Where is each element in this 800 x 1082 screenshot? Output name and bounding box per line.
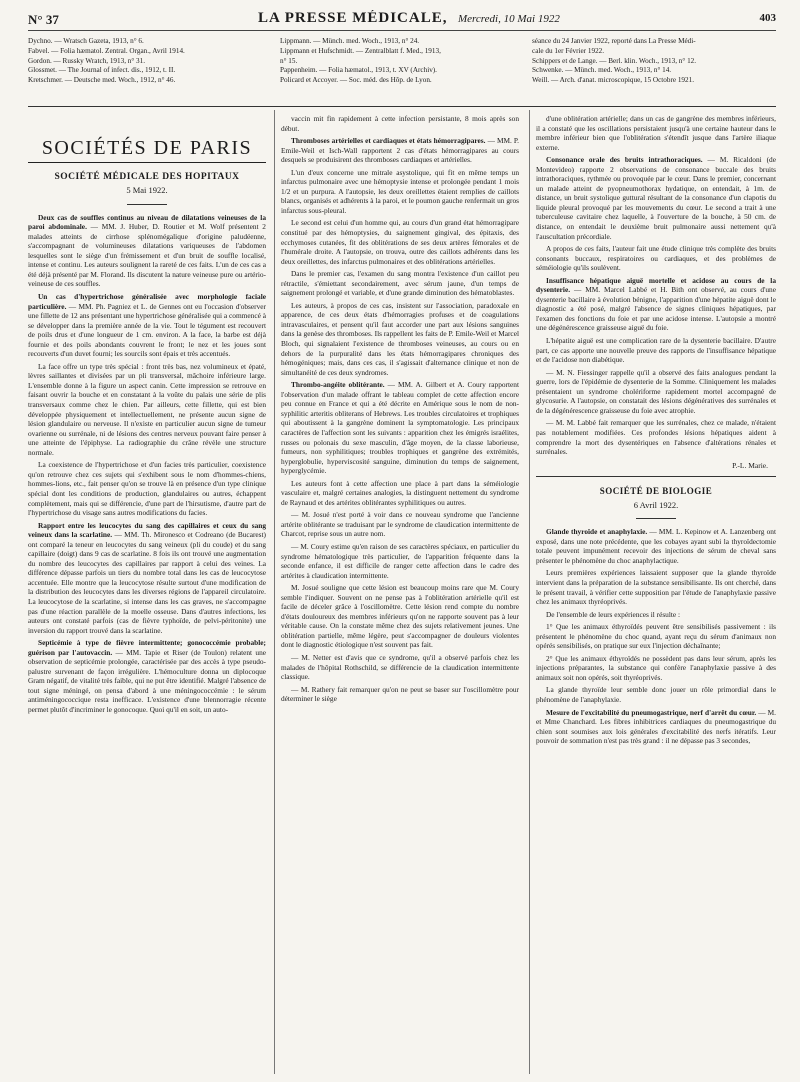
article-title: Thromboses artérielles et cardiaques et états hémorragipares.	[291, 136, 486, 146]
reference-entry: Lippmann et Hufschmidt. — Zentralblatt f. Med., 1913,	[280, 46, 441, 55]
reference-entry: Policard et Accoyer. — Soc. méd. des Hôp. de Lyon.	[280, 76, 432, 85]
reference-entry: n° 15.	[280, 56, 298, 65]
article-title: Glande thyroïde et anaphylaxie.	[546, 527, 648, 537]
article-text: d'une oblitération artérielle; dans un cas de gangrène des membres inférieurs, il a constaté que les oscillations persistaient jusqu'à une certaine hauteur dans le membre inférieur bien que l'oblitération s'étendît jusque dans l'artère iliaque externe.	[536, 114, 776, 152]
article-text: — M. Coury estime qu'en raison de ses caractères spéciaux, en particulier du syndrome hématologique très particulier, de l'apparition fréquente dans la seconde enfance, il est difficile de ranger cette affection dans le cadre des artérites à claudication intermittente.	[281, 541, 519, 580]
article-paragraph	[536, 336, 776, 365]
article-text: A propos de ces faits, l'auteur fait une étude clinique très complète des bruits consonants buccaux, respiratoires ou cardiaques, et des problèmes de séméiologie qu'ils soulèvent.	[536, 244, 776, 273]
article-text: De l'ensemble de leurs expériences il résulte :	[546, 609, 681, 619]
article-text: — MM. Th. Mironesco et Codreano (de Bucarest) ont comparé la teneur en leucocytes du sang veineux (pli du coude) et du sang capillaire (doigt) dans 9 cas de scarlatine. 8 fois ils ont trouvé une augmentation du nombre des leucocytes des capillaires par rapport à celui des veines. La différence dépasse parfois un tiers du nombre total dans les cas de leucocytose accentuée. Elle montre que la leucocytose résulte surtout d'une modification de la distribution des leucocytes dans les diverses régions de l'appareil circulatoire. La leucocytose de la scarlatine, si intense dans les cas graves, ne s'accompagne pas d'une réaction parallèle de la moelle osseuse. Dans d'autres infections, les auteurs ont constaté parfois (cas de fièvre typhoïde, de pelvi-péritonite) une inversion du rapport trouvé dans la scarlatine.	[28, 530, 266, 635]
article-text: La glande thyroïde leur semble donc jouer un rôle primordial dans le phénomène de l'anaphylaxie.	[536, 685, 776, 704]
article-paragraph	[281, 218, 519, 266]
column-1-articles	[28, 213, 266, 715]
column-3-biology-articles	[536, 527, 776, 745]
article-paragraph	[281, 685, 519, 704]
article-title: Insuffisance hépatique aiguë mortelle et acidose au cours de la dysenterie.	[536, 275, 776, 295]
reference-entry: Pappenheim. — Folia hæmatol., 1913, t. XV (Archiv).	[280, 66, 437, 75]
bibliography-block	[28, 37, 776, 105]
section-title: SOCIÉTÉS DE PARIS	[41, 137, 253, 159]
article-paragraph	[536, 155, 776, 241]
article-paragraph	[536, 244, 776, 273]
article-title: Deux cas de souffles continus au niveau de dilatations veineuses de la paroi abdominale.	[28, 212, 266, 232]
short-rule	[636, 518, 676, 519]
article-text: Le second est celui d'un homme qui, au cours d'un grand état hémorragipare constitué par des hémoptysies, du saignement gingival, des épitaxis, des ecchymoses cutanées, fit des oblitérations de ses deux artères fémorales et de l'humérale droite. A l'autopsie, on trouva, outre des caillots adhérents dans les deux oreillettes, des infarctus pulmonaires et des oblitérations artérielles.	[281, 218, 519, 266]
column-2-articles	[281, 114, 519, 704]
article-text: — M. M. Labbé fait remarquer que les surrénales, chez ce malade, n'étaient pas notablement modifiées. Ces profondes lésions hépatiques aident à comprendre la mort des dysentériques en l'absence d'altérations rénales et surrénales.	[536, 418, 776, 457]
reference-entry: Kretschmer. — Deutsche med. Woch., 1912, n° 46.	[28, 76, 176, 85]
newspaper-page	[28, 10, 776, 1074]
article-paragraph	[281, 653, 519, 682]
article-paragraph	[536, 114, 776, 152]
article-paragraph	[536, 622, 776, 651]
article-title: Consonance orale des bruits intrathoraciques.	[546, 155, 703, 165]
article-title: Thrombo-angéite oblitérante.	[291, 380, 385, 390]
session-date: 6 Avril 1922.	[633, 499, 679, 510]
article-text: — M. Netter est d'avis que ce syndrome, qu'il a observé parfois chez les malades de l'hôpital Rothschild, se différencie de la claudication intermittente classique.	[281, 652, 519, 682]
title-rule	[28, 162, 266, 163]
article-text: La face offre un type très spécial : front très bas, nez volumineux et épaté, lèvres saillantes et divisées par un pli transversal, mâchoire inférieure large. L'ensemble donne à la figure un aspect canin. Cette impression se retrouve en faisant ouvrir la bouche et en constatant à la voûte du palais une série de plis transversaux comme chez le chien. Par ailleurs, cette fillette, qui est bien développée physiquement et intellectuellement, ne présente aucun signe de lésion glandulaire ou nerveuse. Il n'existe en particulier aucun signe de tumeur ovarienne ou surrénale, ni de lésions des centres nerveux pouvant faire penser à une atteinte de l'épiphyse. La radiographie du crâne révèle une structure normale.	[28, 361, 266, 457]
reference-entry: Fabvel. — Folia hæmatol. Zentral. Organ., Avril 1914.	[28, 46, 185, 55]
article-text: — MM. L. Kepinow et A. Lanzenberg ont exposé, dans une note précédente, que les cobayes ayant subi la thyroïdectomie totale peuvent impunément recevoir des injections de sérum de cheval sans présenter le phénomène du choc anaphylactique.	[536, 527, 776, 565]
article-paragraph	[281, 479, 519, 508]
article-paragraph	[281, 380, 519, 475]
article-paragraph	[281, 269, 519, 298]
article-paragraph	[536, 368, 776, 416]
article-text: M. Josué souligne que cette lésion est beaucoup moins rare que M. Coury semble l'indiquer. Souvent on ne pense pas à l'oblitération artérielle qu'il est facile de déceler grâce à l'oscillomètre. Cette lésion rend compte du nombre d'états douloureux des membres inférieurs qu'on ne rapporte souvent pas à leur véritable cause. On la constate même chez des sujets relativement jeunes. Une oblitération partielle, même légère, peut s'accompagner de douleurs violentes dont le diagnostic étiologique n'est souvent pas fait.	[281, 583, 519, 650]
article-paragraph	[281, 542, 519, 580]
article-paragraph	[536, 708, 776, 746]
article-paragraph	[536, 276, 776, 333]
article-paragraph	[28, 638, 266, 714]
article-paragraph	[536, 527, 776, 565]
reference-entry: Schippers et de Lange. — Berl. klin. Woch., 1913, n° 12.	[532, 56, 697, 65]
article-paragraph	[28, 292, 266, 359]
reference-entry: Glossmet. — The Journal of infect. dis., 1912, t. II.	[28, 66, 176, 75]
reference-entry: Gordon. — Russky Wratch, 1913, n° 31.	[28, 56, 146, 65]
article-text: La coexistence de l'hypertrichose et d'un facies très particulier, coexistence qu'on retrouve chez ces sujets qui s'exhibent sous le nom d'hommes-chiens, hommes-lions, etc., fait penser qu'on se trouve là en présence d'un type clinique spécial dont les conditions de production, glandulaires ou autres, échappent complètement, mais qui se différencie, d'une part de l'hirsutisme, d'autre part de l'hypertrichose du visage sans autres modifications du facies.	[28, 460, 266, 518]
article-title: Rapport entre les leucocytes du sang des capillaires et ceux du sang veineux dans la scarlatine.	[28, 520, 266, 540]
folio-number: 403	[759, 12, 776, 24]
article-paragraph	[281, 168, 519, 216]
article-text: — M. Rathery fait remarquer qu'on ne peut se baser sur l'oscillomètre pour déterminer le siège	[281, 684, 519, 704]
article-text: Dans le premier cas, l'examen du sang montra l'existence d'un caillot peu rétractile, s'émiettant secondairement, avec sérum jaune, d'un temps de saignement prolongé et variable, et d'une grande diminution des hématoblastes.	[281, 269, 519, 298]
article-paragraph	[28, 460, 266, 517]
article-text: — M. et Mme Chanchard. Les fibres inhibitrices cardiaques du pneumogastrique du chien sont soumises aux lois générales d'excitabilité des nerfs itératifs. Leur pouvoir de sommation n'est pas très grand : il ne dépasse pas 3 secondes,	[536, 707, 776, 746]
column-3-articles	[536, 114, 776, 457]
horizontal-rule	[28, 106, 776, 107]
article-text: Leurs premières expériences laissaient supposer que la glande thyroïde intervient dans la préparation de la substance sensibilisante. Ils ont cherché, dans le présent travail, à vérifier cette supposition par l'étude de l'anaphylaxie passive chez les animaux thyréoprivés.	[536, 568, 776, 607]
article-text: vaccin mit fin rapidement à cette infection persistante, 8 mois après son début.	[281, 114, 519, 133]
article-text: — M. Ricaldoni (de Montevideo) rapporte 2 observations de consonance buccale des bruits intrathoraciques, rythmée ou provoquée par le cœur. Dans le premier, concernant un malade atteint de pyopneumothorax hydatique, on entendait, à 1m. de distance, un bruit systolique guttural résultant de la consonance d'un clapotis du liquide pleural provoqué par les mouvements du cœur. Le second a trait à une tuberculeuse cavitaire chez laquelle, à l'ouverture de la bouche, à 50 cm. de distance, on entendait le deuxième bruit pulmonaire aussi nettement qu'à l'auscultation précordiale.	[536, 155, 776, 241]
bibliography-column-3	[532, 37, 776, 86]
column-divider	[529, 110, 530, 1074]
issue-date: Mercredi, 10 Mai 1922	[458, 13, 560, 25]
text-column-1	[28, 114, 266, 1074]
article-title: Mesure de l'excitabilité du pneumogastrique, nerf d'arrêt du cœur.	[546, 707, 757, 717]
article-paragraph	[281, 583, 519, 650]
article-text: — M. Josué n'est porté à voir dans ce nouveau syndrome que l'ancienne artérite oblitérante se traduisant par le syndrome de claudication intermittente de Charcot, reprise sous un autre nom.	[281, 510, 519, 539]
running-head	[28, 10, 776, 31]
article-paragraph	[281, 136, 519, 165]
reference-entry: Lippmann. — Münch. med. Woch., 1913, n° 24.	[280, 37, 420, 45]
article-text: — MM. Tapie et Riser (de Toulon) relatent une observation de septicémie prolongée, caractérisée par des accès à type pseudo-palustre survenant de façon irrégulière. L'hémoculture donna un diplocoque Gram négatif, de vitalité très faible, qui ne put être identifié. Malgré l'absence de tout signe méningé, on pensa d'abord à une méningococcémie : le sérum antiméningococcique resta inefficace. L'existence d'une blennorragie récente permet plutôt d'incriminer le gonocoque. Quoi qu'il en soit, un auto-	[28, 647, 266, 714]
reference-entry: cale du 1er Février 1922.	[532, 46, 605, 55]
society-heading: SOCIÉTÉ MÉDICALE DES HOPITAUX	[54, 171, 240, 182]
article-text: L'hépatite aiguë est une complication rare de la dysenterie bacillaire. D'autre part, ce cas apporte une nouvelle preuve des rapports de l'insuffisance hépatique et de l'acidose non diabétique.	[536, 336, 776, 365]
article-text: Les auteurs font à cette affection une place à part dans la séméiologie vasculaire et, malgré certaines analogies, la distinguent nettement du syndrome de Raynaud et des artérites oblitérantes syphilitiques ou autres.	[281, 478, 519, 507]
article-paragraph	[536, 685, 776, 704]
article-text: — MM. A. Gilbert et A. Coury rapportent l'observation d'un malade offrant le tableau complet de cette affection encore peu connue en France et qui a été décrite en Amérique sous le nom de non-syphilitic arteritis obliterans of Hebrews. Les troubles circulatoires et trophiques qui aboutissent à la gangrène dominent la symptomatologie. Les principaux caractères de l'affection sont les suivants : apparition chez les émigrés israélites, russes ou polonais du sexe masculin, d'âge moyen, de la classe laborieuse, fumeurs, non syphilitiques; troubles trophiques et gangrène des extrémités, hyperglobulie, hyperviscosité sanguine, diminution du temps de saignement, hyperglycémie.	[281, 380, 519, 476]
reference-entry: Weill. — Arch. d'anat. microscopique, 15 Octobre 1921.	[532, 76, 694, 85]
article-text: — MM. Marcel Labbé et H. Bith ont observé, au cours d'une dysenterie bacillaire à évolution bénigne, l'apparition d'une hépatite aiguë dont le diagnostic a été posé, malgré l'absence de signes cliniques hépatiques, par l'examen des fonctions du foie et par une acidose intense. L'autopsie a montré une dégénérescence graisseuse aiguë du foie.	[536, 285, 776, 333]
article-paragraph	[281, 114, 519, 133]
article-text: 2° Que les animaux éthyroïdés ne possèdent pas dans leur sérum, après les injections préparantes, la substance qui confère l'anaphylaxie passive à des animaux soit non opérés, soit thyréoprivés.	[536, 653, 776, 682]
article-title: Septicémie à type de fièvre intermittente; gonococcémie probable; guérison par l'autovaccin.	[28, 638, 266, 657]
article-text: — MM. P. Emile-Weil et Isch-Wall rapportent 2 cas d'états hémorragipares au cours desquels se produisirent des thromboses cardiaques et artérielles.	[281, 136, 519, 165]
article-paragraph	[28, 521, 266, 636]
short-rule	[127, 204, 167, 205]
article-text: — MM. J. Huber, D. Routier et M. Wolf présentent 2 malades atteints de cirrhose splénomégalique d'origine paludéenne, s'accompagnant de volumineuses dilatations variqueuses de l'abdomen lesquelles sont le siège d'un frémissement et d'un bruit de souffle localisé, intense et continu. Les auteurs soulignent la rareté de ces faits. L'un de ces cas a été déjà présenté par M. Florand. Ils discutent la nature veineuse pure ou artério-veineuse de ces souffles.	[28, 222, 266, 289]
text-column-3	[536, 114, 776, 1074]
article-paragraph	[536, 654, 776, 683]
separator-rule	[536, 476, 776, 477]
article-paragraph	[281, 510, 519, 539]
column-divider	[274, 110, 275, 1074]
bibliography-column-2	[280, 37, 520, 86]
article-text: — M. N. Fiessinger rappelle qu'il a observé des faits analogues pendant la guerre, lors de l'épidémie de dysenterie de la Somme. Cliniquement les malades présentaient un syndrome cholériforme rapidement mortel accompagné de glycosurie. A l'autopsie, on constatait des lésions dégénératives des surrénales et de la dégénérescence graisseuse du foie avec atrophie.	[536, 367, 776, 415]
society-heading: SOCIÉTÉ DE BIOLOGIE	[599, 486, 713, 497]
session-date: 5 Mai 1922.	[126, 185, 168, 196]
article-text: L'un d'eux concerne une mitrale asystolique, qui fit en même temps un infarctus pulmonaire avec une hémoptysie intense et prolongée pendant 1 mois 1/2 et un purpura. A l'autopsie, les deux oreillettes étaient remplies de caillots blancs, organisés et adhérents à la paroi, et le poumon gauche renfermait un gros infarctus sous-pleural.	[281, 167, 519, 215]
journal-title: LA PRESSE MÉDICALE,	[258, 10, 448, 26]
page-number: N° 37	[28, 12, 59, 27]
article-paragraph	[536, 568, 776, 606]
reference-entry: Dychno. — Wratsch Gazeta, 1913, n° 6.	[28, 37, 144, 45]
text-column-2	[281, 114, 519, 1074]
article-text: Les auteurs, à propos de ces cas, insistent sur l'association, paradoxale en apparence, de ces deux états d'hémorragies profuses et de coagulations intravasculaires, et pensent qu'il faut accorder une part aux lésions sanguines dans la genèse des thromboses. Ils rappellent les faits de P. Emile-Weil et Marcel Bloch, qui signalaient l'existence de thromboses veineuses, au cours ou en dehors de la purpuralité dans les états hémorragipares chroniques des hémogéniques; mais, dans ces cas, il s'agissait d'alternance clinique et non de simultanéité de ces deux syndromes.	[281, 300, 519, 377]
reference-entry: séance du 24 Janvier 1922, reporté dans La Presse Médi-	[532, 37, 696, 45]
article-title: Un cas d'hypertrichose généralisée avec morphologie faciale particulière.	[28, 292, 266, 311]
reference-entry: Schwenke. — Münch. med. Woch., 1913, n° 14.	[532, 66, 672, 75]
article-paragraph	[536, 610, 776, 620]
article-text: 1° Que les animaux éthyroïdés peuvent être sensibilisés passivement : ils présentent le phénomène du choc quand, ayant reçu du sérum d'animaux non opérés sensibilisés, on pratique sur eux l'injection déchaînante;	[536, 622, 776, 651]
article-paragraph	[28, 213, 266, 289]
bibliography-column-1	[28, 37, 268, 86]
article-text: — MM. Ph. Pagniez et L. de Gennes ont eu l'occasion d'observer une fillette de 12 ans présentant une hypertrichose généralisée qui a commencé à se développer dans la première année de la vie. Tout le tégument est recouvert de poils drus et d'une longueur de 1 cm. environ. A la face, la barbe est déjà fournie et des poils abondants couvrent le front; le nez et les joues sont recouverts d'un duvet fourni; les sourcils sont épais et très accentués.	[28, 301, 266, 359]
article-paragraph	[536, 418, 776, 456]
author-signature: P.-L. Marie.	[732, 460, 768, 470]
article-paragraph	[281, 301, 519, 377]
article-paragraph	[28, 362, 266, 457]
